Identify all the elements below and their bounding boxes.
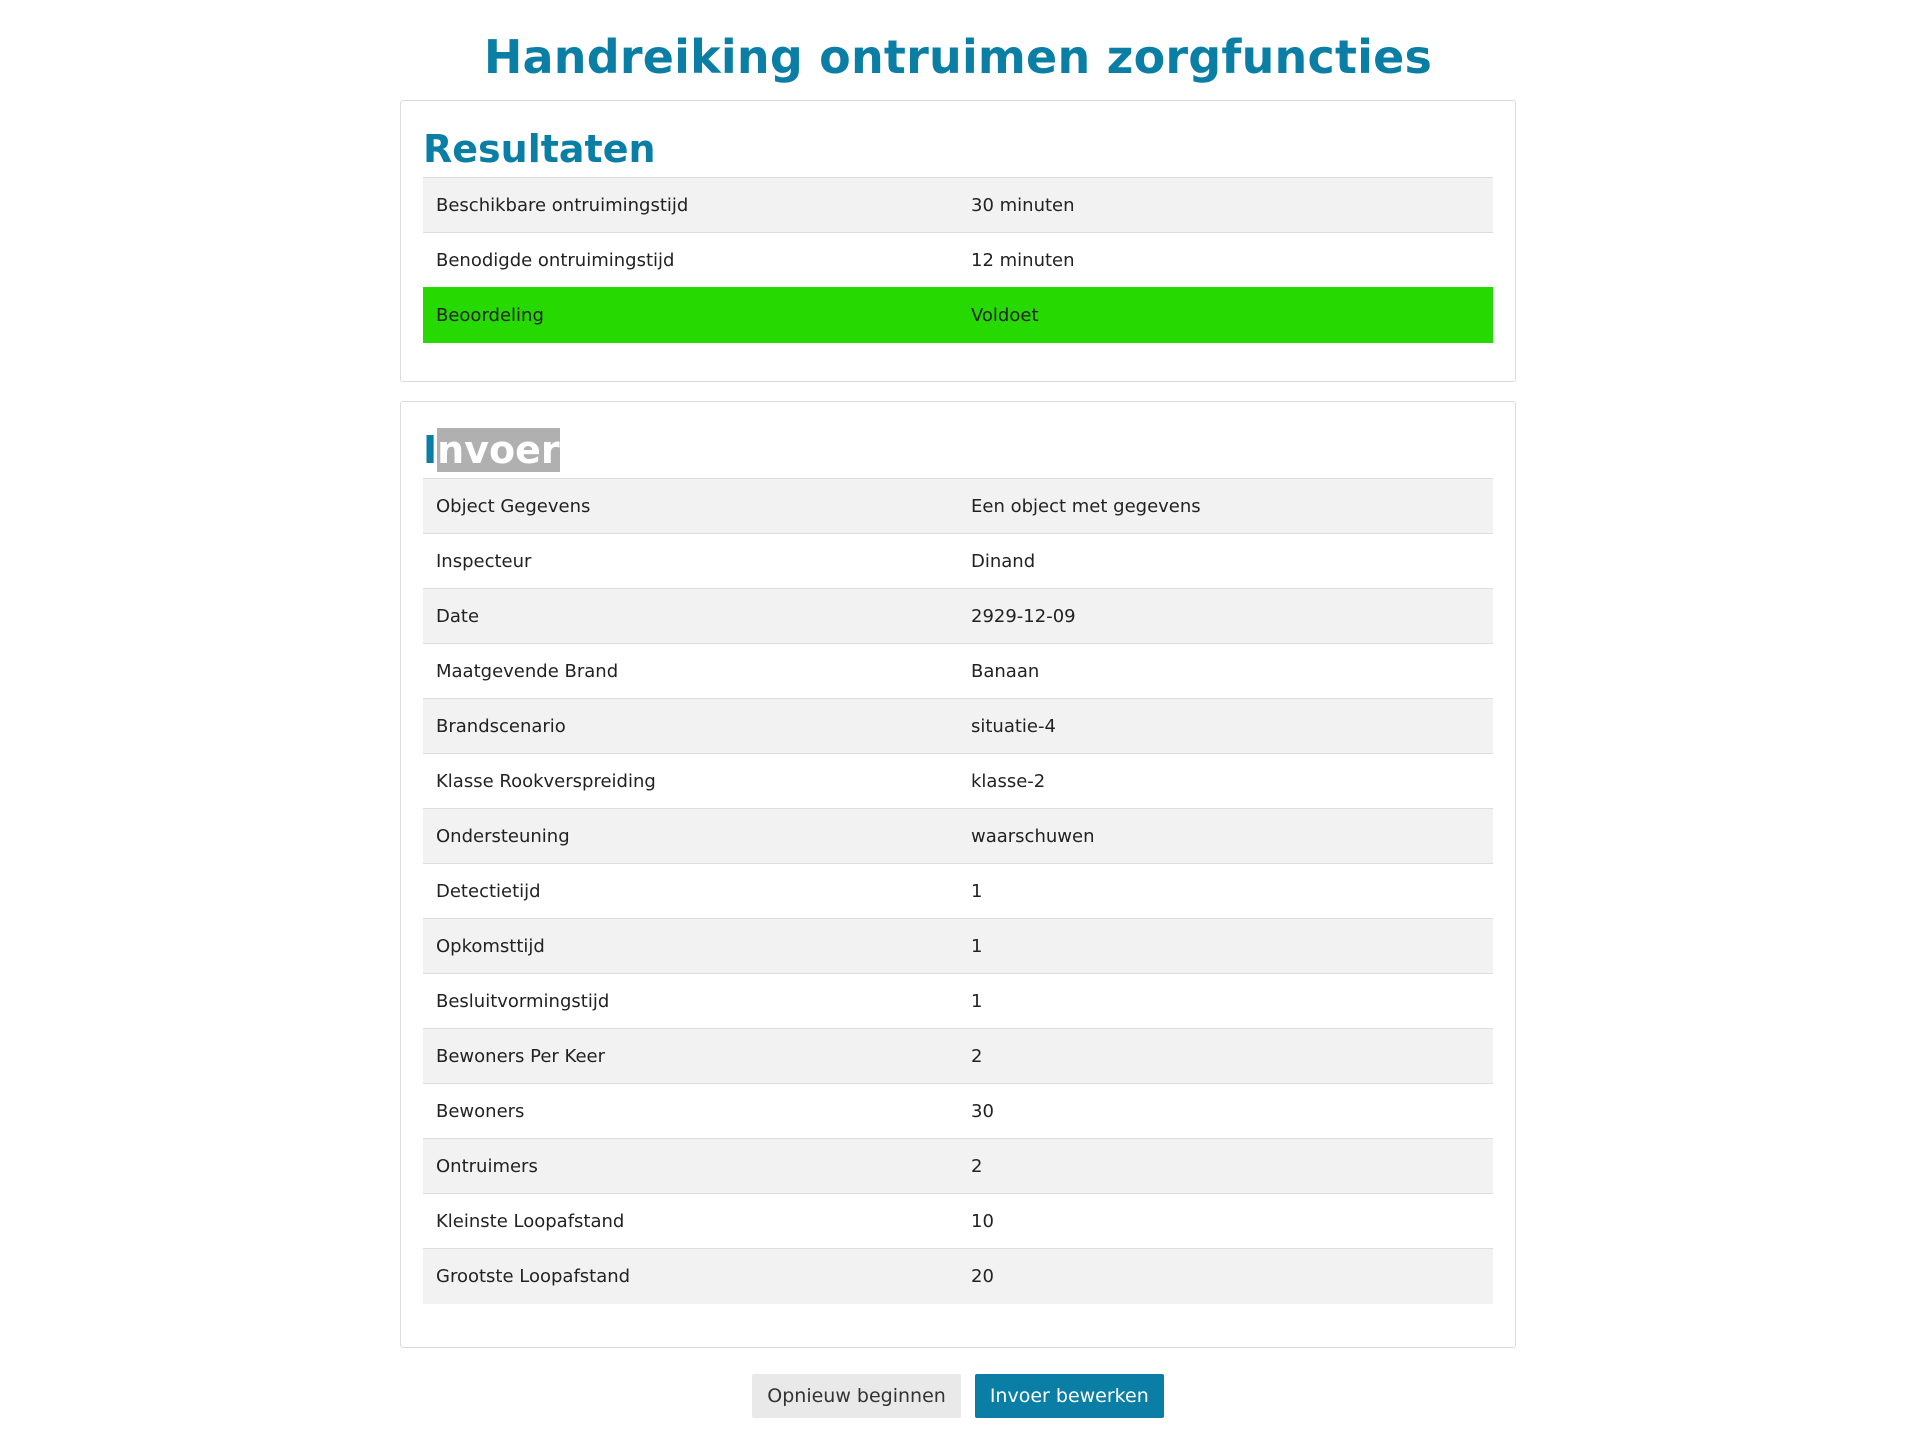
results-card [400,100,1516,382]
input-title [423,422,1493,478]
input-table [423,478,1493,1304]
row-value: Dinand [971,550,1036,572]
row-label: Grootste Loopafstand [436,1265,631,1287]
table-row [423,644,1493,699]
table-row [423,754,1493,809]
row-label: Opkomsttijd [436,935,545,957]
row-value: situatie-4 [971,715,1056,737]
row-label: Brandscenario [436,715,566,737]
row-label: Besluitvormingstijd [436,990,610,1012]
row-value: 1 [971,935,983,957]
row-label: Kleinste Loopafstand [436,1210,625,1232]
row-value: 1 [971,880,983,902]
table-row [423,1139,1493,1194]
row-value: 1 [971,990,983,1012]
row-label: Ondersteuning [436,825,570,847]
row-label: Klasse Rookverspreiding [436,770,656,792]
edit-input-button[interactable]: Invoer bewerken [975,1374,1164,1418]
table-row [423,1084,1493,1139]
row-label: Beoordeling [436,304,544,326]
row-value: 2 [971,1155,983,1177]
table-row [423,534,1493,589]
page-title: Handreiking ontruimen zorgfuncties [483,30,1433,84]
row-label: Inspecteur [436,550,532,572]
results-table [423,177,1493,343]
row-value: 2 [971,1045,983,1067]
table-row [423,864,1493,919]
results-row-required-time [423,233,1493,288]
row-value: 12 minuten [971,249,1075,271]
restart-button[interactable]: Opnieuw beginnen [752,1374,961,1418]
results-row-available-time [423,178,1493,233]
row-label: Maatgevende Brand [436,660,619,682]
row-label: Bewoners Per Keer [436,1045,606,1067]
row-value: Een object met gegevens [971,495,1201,517]
assessment-status: Voldoet [971,304,1039,326]
table-row [423,974,1493,1029]
table-row [423,699,1493,754]
results-title: Resultaten [423,127,656,171]
table-row [423,589,1493,644]
row-label: Ontruimers [436,1155,538,1177]
input-card [400,401,1516,1348]
results-row-assessment [423,288,1493,343]
page-container [400,0,1516,1418]
table-row [423,479,1493,534]
row-value: 20 [971,1265,994,1287]
row-label: Beschikbare ontruimingstijd [436,194,689,216]
table-row [423,809,1493,864]
row-label: Date [436,605,480,627]
row-label: Object Gegevens [436,495,591,517]
row-value: 10 [971,1210,994,1232]
table-row [423,1249,1493,1304]
action-bar [400,1374,1516,1418]
row-value: 30 minuten [971,194,1075,216]
row-label: Bewoners [436,1100,525,1122]
row-value: klasse-2 [971,770,1046,792]
row-label: Benodigde ontruimingstijd [436,249,675,271]
row-value: 2929-12-09 [971,605,1076,627]
input-title-first: I [423,428,438,472]
row-label: Detectietijd [436,880,541,902]
table-row [423,1194,1493,1249]
table-row [423,919,1493,974]
row-value: waarschuwen [971,825,1095,847]
row-value: Banaan [971,660,1040,682]
table-row [423,1029,1493,1084]
input-title-selected: nvoer [437,428,560,472]
row-value: 30 [971,1100,994,1122]
